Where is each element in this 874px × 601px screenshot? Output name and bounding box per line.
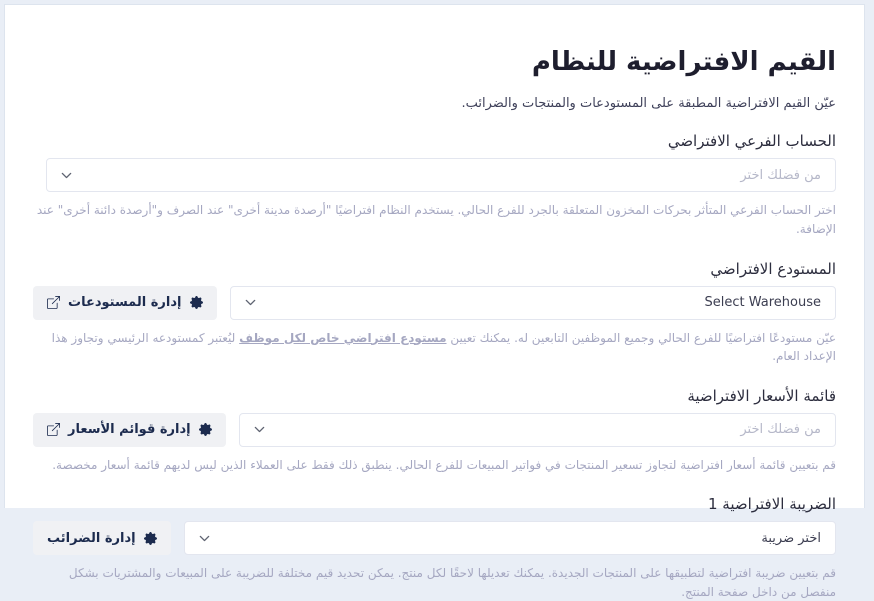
subaccount-select-placeholder: من فضلك اختر	[740, 167, 821, 183]
manage-pricelists-label: إدارة قوائم الأسعار	[68, 422, 191, 438]
helper-pricelist: قم بتعيين قائمة أسعار افتراضية لتجاوز تسعير المنتجات في فواتير المبيعات للفرع الحالي. ينطبق ذلك فقط على العملاء الذين ليس لديهم قائمة أسعار مخصصة.	[52, 457, 836, 472]
chevron-down-icon	[199, 535, 210, 542]
employee-default-warehouse-link[interactable]: مستودع افتراضي خاص لكل موظف	[239, 330, 447, 345]
tax-select-value: اختر ضريبة	[761, 530, 821, 546]
external-link-icon	[47, 423, 60, 436]
gear-icon	[190, 296, 203, 309]
field-label-pricelist: قائمة الأسعار الافتراضية	[687, 386, 836, 405]
section-default-warehouse	[33, 260, 836, 366]
manage-warehouses-button[interactable]	[33, 286, 217, 320]
pricelist-select[interactable]	[239, 413, 836, 447]
settings-card	[4, 4, 865, 599]
section-default-tax	[33, 495, 836, 601]
warehouse-select-value: Select Warehouse	[704, 295, 821, 310]
page-subtitle: عيّن القيم الافتراضية المطبقة على المستودعات والمنتجات والضرائب.	[461, 96, 836, 112]
manage-warehouses-label: إدارة المستودعات	[68, 295, 182, 310]
section-default-pricelist	[33, 387, 836, 475]
helper-warehouse: عيّن مستودعًا افتراضيًا للفرع الحالي وجميع الموظفين التابعين له. يمكنك تعيين مستودع افتراضي خاص لكل موظف ليُعتبر كمستودعه الرئيسي وتجاوز هذا الإعداد العام.	[51, 330, 836, 364]
manage-taxes-button[interactable]	[33, 521, 171, 555]
manage-taxes-label: إدارة الضرائب	[47, 530, 136, 546]
gear-icon	[144, 532, 157, 545]
section-default-subaccount	[33, 132, 836, 238]
chevron-down-icon	[61, 172, 72, 179]
field-label-warehouse: المستودع الافتراضي	[710, 259, 836, 278]
pricelist-select-placeholder: من فضلك اختر	[740, 422, 821, 438]
warehouse-select[interactable]	[230, 286, 836, 320]
tax-select[interactable]	[184, 521, 836, 555]
chevron-down-icon	[254, 426, 265, 433]
field-label-tax: الضريبة الافتراضية 1	[707, 495, 836, 514]
field-label-subaccount: الحساب الفرعي الافتراضي	[667, 132, 836, 151]
subaccount-select[interactable]	[46, 158, 836, 192]
manage-pricelists-button[interactable]	[33, 413, 226, 447]
page-title: القيم الافتراضية للنظام	[531, 47, 836, 78]
external-link-icon	[47, 296, 60, 309]
helper-subaccount: اختر الحساب الفرعي المتأثر بحركات المخزون المتعلقة بالجرد للفرع الحالي. يستخدم النظام افتراضيًا "أرصدة مدينة أخرى" عند الصرف و"أرصدة دائنة أخرى" عند الإضافة.	[36, 203, 836, 236]
gear-icon	[199, 423, 212, 436]
helper-tax: قم بتعيين ضريبة افتراضية لتطبيقها على المنتجات الجديدة. يمكنك تعديلها لاحقًا لكل منتج. يمكن تحديد قيم مختلفة للضريبة على المبيعات والمشتريات بشكل منفصل من داخل صفحة المنتج.	[68, 566, 836, 599]
chevron-down-icon	[245, 299, 256, 306]
